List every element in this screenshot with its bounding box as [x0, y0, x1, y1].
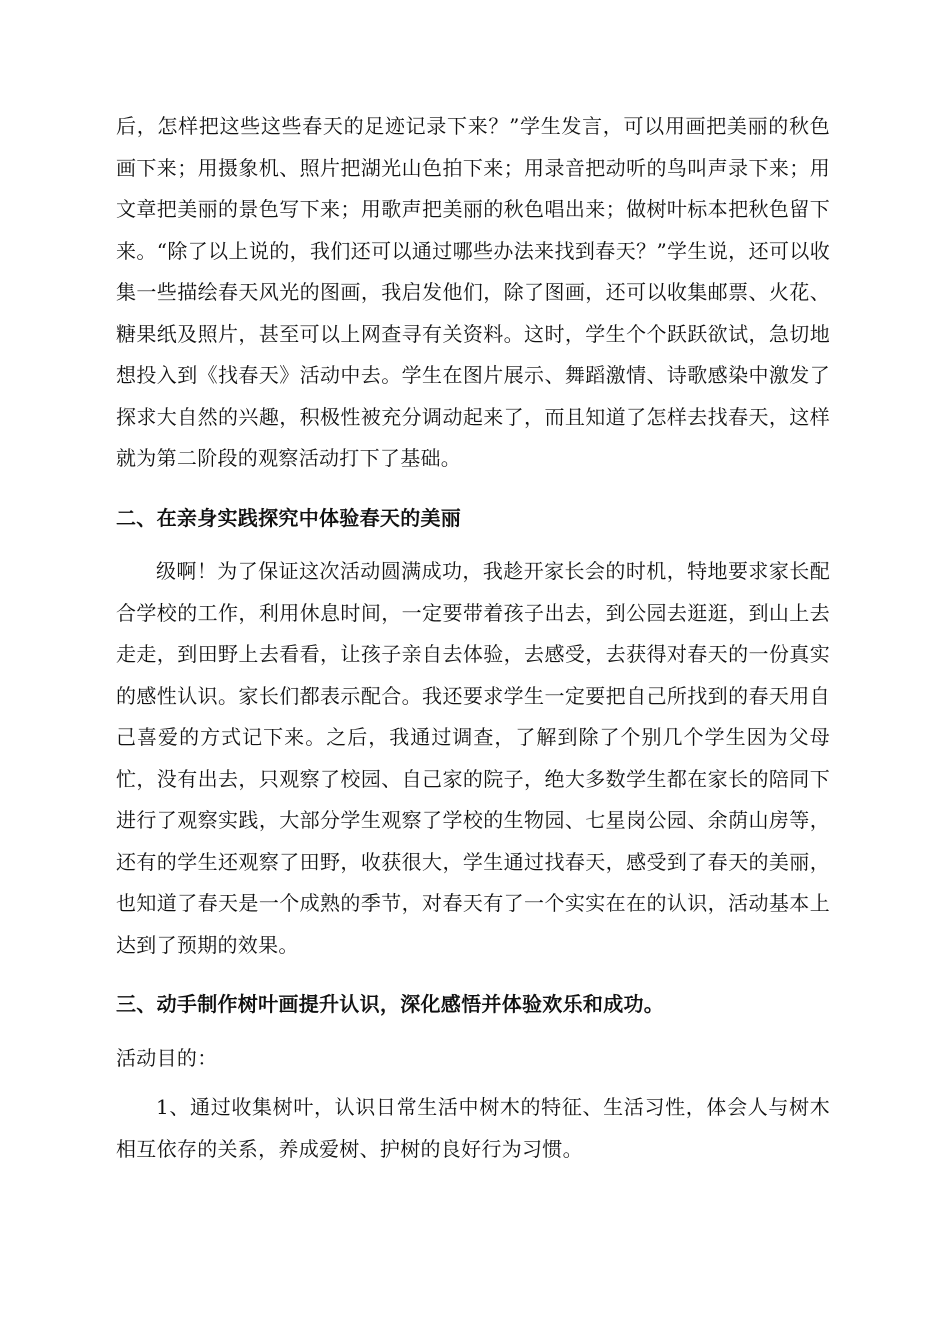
document-body	[116, 106, 830, 1170]
activity-goal-label: 活动目的：	[116, 1045, 218, 1070]
section-heading-2: 二、在亲身实践探究中体验春天的美丽	[116, 505, 462, 530]
paragraph-intro-continuation: 后，怎样把这些这些春天的足迹记录下来？”学生发言，可以用画把美丽的秋色画下来；用摄象机、照片把湖光山色拍下来；用录音把动听的鸟叫声录下来；用文章把美丽的景色写下来；用歌声把美丽的秋色唱出来；做树叶标本把秋色留下来。“除了以上说的，我们还可以通过哪些办法来找到春天？”学生说，还可以收集一些描绘春天风光的图画，我启发他们，除了图画，还可以收集邮票、火花、糖果纸及照片，甚至可以上网查寻有关资料。这时，学生个个跃跃欲试，急切地想投入到《找春天》活动中去。学生在图片展示、舞蹈激情、诗歌感染中激发了探求大自然的兴趣，积极性被充分调动起来了，而且知道了怎样去找春天，这样就为第二阶段的观察活动打下了基础。	[116, 114, 830, 470]
section-heading-3: 三、动手制作树叶画提升认识，深化感悟并体验欢乐和成功。	[116, 992, 665, 1016]
paragraph-goal-1: 1、通过收集树叶，认识日常生活中树木的特征、生活习性，体会人与树木相互依存的关系，养成爱树、护树的良好行为习惯。	[116, 1095, 830, 1161]
spacer	[116, 480, 830, 486]
spacer	[116, 966, 830, 972]
paragraph-section-2: 级啊！为了保证这次活动圆满成功，我趁开家长会的时机，特地要求家长配合学校的工作，利用休息时间，一定要带着孩子出去，到公园去逛逛，到山上去走走，到田野上去看看，让孩子亲自去体验，去感受，去获得对春天的一份真实的感性认识。家长们都表示配合。我还要求学生一定要把自己所找到的春天用自己喜爱的方式记下来。之后，我通过调查，了解到除了个别几个学生因为父母忙，没有出去，只观察了校园、自己家的院子，绝大多数学生都在家长的陪同下进行了观察实践，大部分学生观察了学校的生物园、七星岗公园、余荫山房等，还有的学生还观察了田野，收获很大，学生通过找春天，感受到了春天的美丽，也知道了春天是一个成熟的季节，对春天有了一个实实在在的认识，活动基本上达到了预期的效果。	[116, 559, 830, 957]
